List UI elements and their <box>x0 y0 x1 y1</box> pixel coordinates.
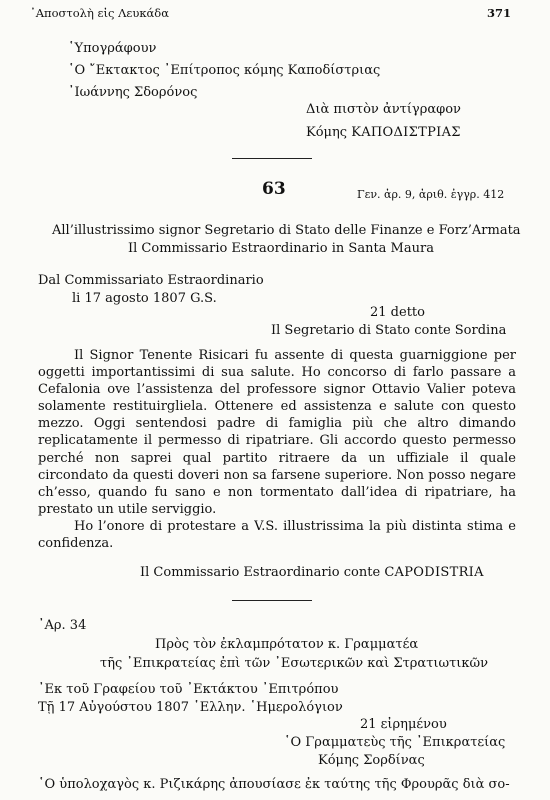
section-divider <box>232 158 312 159</box>
certified-copy-title: Κόμης <box>306 125 348 140</box>
sender-date: li 17 agosto 1807 G.S. <box>72 291 217 306</box>
signatory-line-2: ᾿Ιωάννης Σδορόνος <box>68 85 198 100</box>
letter-signature <box>140 564 484 581</box>
document-number: 63 <box>262 179 286 199</box>
addressee-line-1: All’illustrissimo signor Segretario di Stato delle Finanze e Forz’Armata <box>52 223 521 238</box>
addressee-line-2: Il Commissario Estraordinario in Santa Maura <box>128 241 434 256</box>
certified-copy-name: ΚΑΠΟΔΙΣΤΡΙΑΣ <box>351 125 461 140</box>
signatory-line-1: ῾Ο ῎Εκτακτος ᾿Επίτροπος κόμης Καποδίστριας <box>68 63 381 78</box>
running-title: ᾿Αποστολὴ εἰς Λευκάδα <box>30 6 169 20</box>
certified-copy-note: Διὰ πιστὸν ἀντίγραφον <box>306 102 461 117</box>
sender-office: Dal Commissariato Estraordinario <box>38 273 264 288</box>
section-divider-2 <box>232 600 312 601</box>
greek-addressee-line-1: Πρὸς τὸν ἐκλαμπρότατον κ. Γραμματέα <box>155 637 419 652</box>
signed-label: ῾Υπογράφουν <box>68 41 157 56</box>
page-number: 371 <box>487 6 512 20</box>
greek-sender-date: Τῇ 17 Αὐγούστου 1807 ῾Ελλην. ῾Ημερολόγιον <box>38 700 343 715</box>
greek-sender-office: ᾿Εκ τοῦ Γραφείου τοῦ ᾿Εκτάκτου ᾿Επιτρόπου <box>38 682 339 697</box>
archive-reference: Γεν. ἀρ. 9, ἀριθ. ἐγγρ. 412 <box>357 188 505 201</box>
certified-copy-signature <box>306 124 461 141</box>
signature-name: CAPODISTRIA <box>384 565 484 580</box>
greek-body-start: ῾Ο ὑπολοχαγὸς κ. Ριζικάρης ἀπουσίασε ἐκ ταύτης τῆς Φρουρᾶς διὰ σο- <box>38 777 510 792</box>
greek-addressee-line-2: τῆς ᾿Επικρατείας ἐπὶ τῶν ᾿Εσωτερικῶν καὶ Στρατιωτικῶν <box>100 656 489 671</box>
letter-body <box>38 347 516 552</box>
greek-recipient-line-2: Κόμης Σορδίνας <box>318 753 425 768</box>
letter-paragraph-2: Ho l’onore di protestare a V.S. illustrissima la più distinta stima e confidenza. <box>38 518 516 552</box>
greek-recipient-line-1: ῾Ο Γραμματεὺς τῆς ᾿Επικρατείας <box>284 735 506 750</box>
recipient-line: Il Segretario di Stato conte Sordina <box>271 323 507 338</box>
letter-paragraph-1: Il Signor Tenente Risicari fu assente di questa guarniggione per oggetti importantissimi di sua salute. Ho concorso di farlo passare a Cefalonia ove l’assistenza del professore signor Ottavio Valier poteva solamente restituirgliela. Ottenere ed assistenza e salute con questo mezzo. Oggi sentendosi padre di famiglia più che altro dimando replicatamente il permesso di ripatriare. Gli accordo questo permesso perché non saprei qual partito ritraere da un uffiziale il quale circondato da questi doveri non sa farsene superiore. Non posso negare ch’esso, quando fu sano e non tormentato dall’idea di ripatriare, ha prestato un utile serviggio. <box>38 348 516 517</box>
signature-title: Il Commissario Estraordinario conte <box>140 565 381 580</box>
reply-date: 21 detto <box>370 305 425 320</box>
greek-doc-number: ᾿Αρ. 34 <box>38 618 87 633</box>
greek-reply-date: 21 εἰρημένου <box>360 717 447 732</box>
